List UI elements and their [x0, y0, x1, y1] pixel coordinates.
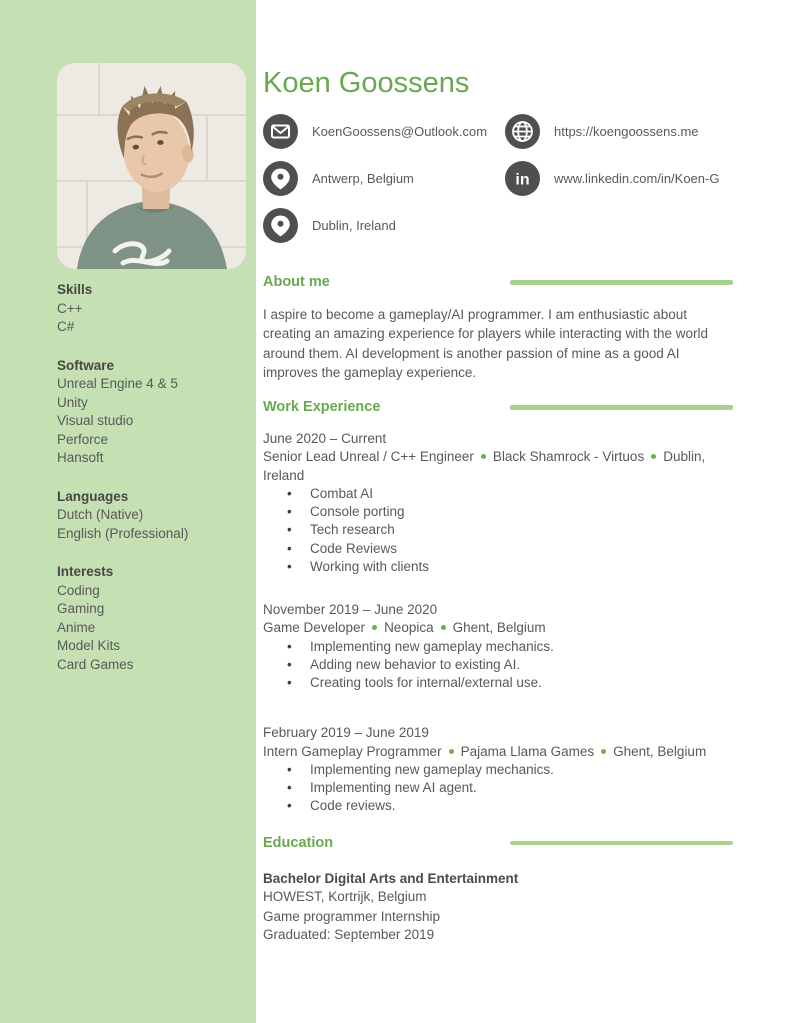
sidebar-heading-interests: Interests: [57, 564, 114, 579]
job-title-line: [263, 743, 733, 761]
job-role: Intern Gameplay Programmer: [263, 743, 442, 759]
job-title-line: [263, 448, 733, 485]
section-title-about: About me: [263, 274, 330, 290]
sidebar-item: Unreal Engine 4 & 5: [57, 376, 178, 391]
job-role: Game Developer: [263, 620, 366, 636]
job-location: Ghent, Belgium: [452, 620, 546, 636]
separator-dot-icon: [481, 454, 486, 459]
contact-location-dublin: [263, 207, 505, 243]
sidebar-heading-software: Software: [57, 357, 115, 373]
contact-website: [505, 113, 719, 149]
contact-location-antwerp: [263, 160, 505, 196]
section-title-education: Education: [263, 834, 334, 851]
contact-website-text: https://koengoossens.me: [554, 123, 699, 139]
education-degree: Bachelor Digital Arts and Entertainment: [263, 870, 519, 886]
sidebar-item: C#: [57, 319, 75, 334]
separator-dot-icon: [651, 454, 656, 459]
job-entry: [263, 601, 733, 692]
separator-dot-icon: [441, 625, 446, 630]
education-detail: Graduated: September 2019: [263, 927, 435, 942]
job-bullet: • Implementing new AI agent.: [263, 779, 733, 797]
education-school: HOWEST, Kortrijk, Belgium: [263, 889, 427, 904]
contact-column-left: [263, 113, 505, 243]
job-bullet: • Implementing new gameplay mechanics.: [263, 761, 733, 779]
job-company: Pajama Llama Games: [460, 743, 595, 759]
education-detail: Game programmer Internship: [263, 908, 441, 924]
page-title: Koen Goossens: [263, 67, 470, 99]
contact-linkedin-text: www.linkedin.com/in/Koen-G: [554, 170, 720, 186]
contact-email: [263, 113, 505, 149]
svg-text:in: in: [515, 171, 530, 188]
job-dates: June 2020 – Current: [263, 431, 387, 447]
sidebar-section-software: [57, 357, 243, 468]
job-dates: February 2019 – June 2019: [263, 725, 429, 741]
section-about-header: [263, 274, 733, 291]
job-bullet: • Combat AI: [263, 485, 733, 503]
profile-photo: [57, 63, 246, 269]
profile-photo-illustration: [57, 63, 246, 269]
sidebar-section-interests: [57, 563, 243, 674]
sidebar-section-languages: [57, 488, 243, 544]
sidebar-section-skills: [57, 281, 243, 337]
job-bullet: • Code reviews.: [263, 797, 733, 815]
globe-icon: [505, 114, 540, 149]
section-education-header: [263, 835, 733, 852]
sidebar-item: Coding: [57, 582, 100, 598]
job-company: Neopica: [384, 620, 434, 636]
sidebar-item: C++: [57, 300, 83, 316]
sidebar-item: Hansoft: [57, 450, 104, 465]
location-icon: [263, 161, 298, 196]
sidebar: [0, 0, 256, 1023]
job-role: Senior Lead Unreal / C++ Engineer: [263, 449, 474, 465]
sidebar-item: English (Professional): [57, 525, 189, 541]
separator-dot-icon: [601, 749, 606, 754]
separator-dot-icon: [449, 749, 454, 754]
job-location: Dublin, Ireland: [263, 449, 706, 483]
contact-location-text: Dublin, Ireland: [312, 217, 396, 233]
sidebar-heading-skills: Skills: [57, 282, 93, 297]
contact-column-right: [505, 113, 719, 243]
job-bullet-list: [263, 638, 733, 693]
sidebar-item: Gaming: [57, 601, 105, 616]
contact-linkedin: [505, 160, 719, 196]
job-location: Ghent, Belgium: [613, 743, 707, 759]
sidebar-item: Visual studio: [57, 413, 134, 428]
job-bullet: • Creating tools for internal/external use.: [263, 674, 733, 692]
section-divider-bar: [510, 405, 733, 410]
job-bullet: • Tech research: [263, 521, 733, 539]
about-paragraph: I aspire to become a gameplay/AI programmer. I am enthusiastic about creating an amazing experience for players while interacting with the world around them. AI development is another passion of mine as a good AI improves the gameplay experience.: [263, 307, 708, 380]
sidebar-item: Unity: [57, 394, 88, 410]
linkedin-icon: [505, 161, 540, 196]
section-divider-bar: [510, 841, 733, 846]
contact-email-text: KoenGoossens@Outlook.com: [312, 123, 488, 139]
section-title-work: Work Experience: [263, 399, 381, 416]
contact-location-text: Antwerp, Belgium: [312, 170, 414, 186]
sidebar-item: Card Games: [57, 656, 134, 672]
job-bullet: • Code Reviews: [263, 540, 733, 558]
job-bullet: • Working with clients: [263, 558, 733, 576]
job-entry: [263, 724, 733, 815]
section-work-header: [263, 399, 733, 416]
job-entry: [263, 430, 733, 576]
job-bullet: • Implementing new gameplay mechanics.: [263, 638, 733, 656]
job-company: Black Shamrock - Virtuos: [492, 449, 645, 465]
job-title-line: [263, 619, 733, 637]
sidebar-item: Anime: [57, 619, 96, 635]
sidebar-sections: [57, 281, 243, 674]
job-bullet: • Console porting: [263, 503, 733, 521]
sidebar-item: Perforce: [57, 431, 109, 447]
email-icon: [263, 114, 298, 149]
sidebar-heading-languages: Languages: [57, 488, 129, 504]
job-bullet-list: [263, 485, 733, 576]
separator-dot-icon: [372, 625, 377, 630]
section-divider-bar: [510, 280, 733, 285]
job-dates: November 2019 – June 2020: [263, 602, 438, 618]
job-bullet-list: [263, 761, 733, 816]
job-bullet: • Adding new behavior to existing AI.: [263, 656, 733, 674]
sidebar-item: Model Kits: [57, 638, 121, 653]
sidebar-item: Dutch (Native): [57, 507, 144, 522]
main-column: [263, 0, 733, 945]
location-icon: [263, 208, 298, 243]
contact-block: [263, 113, 733, 243]
